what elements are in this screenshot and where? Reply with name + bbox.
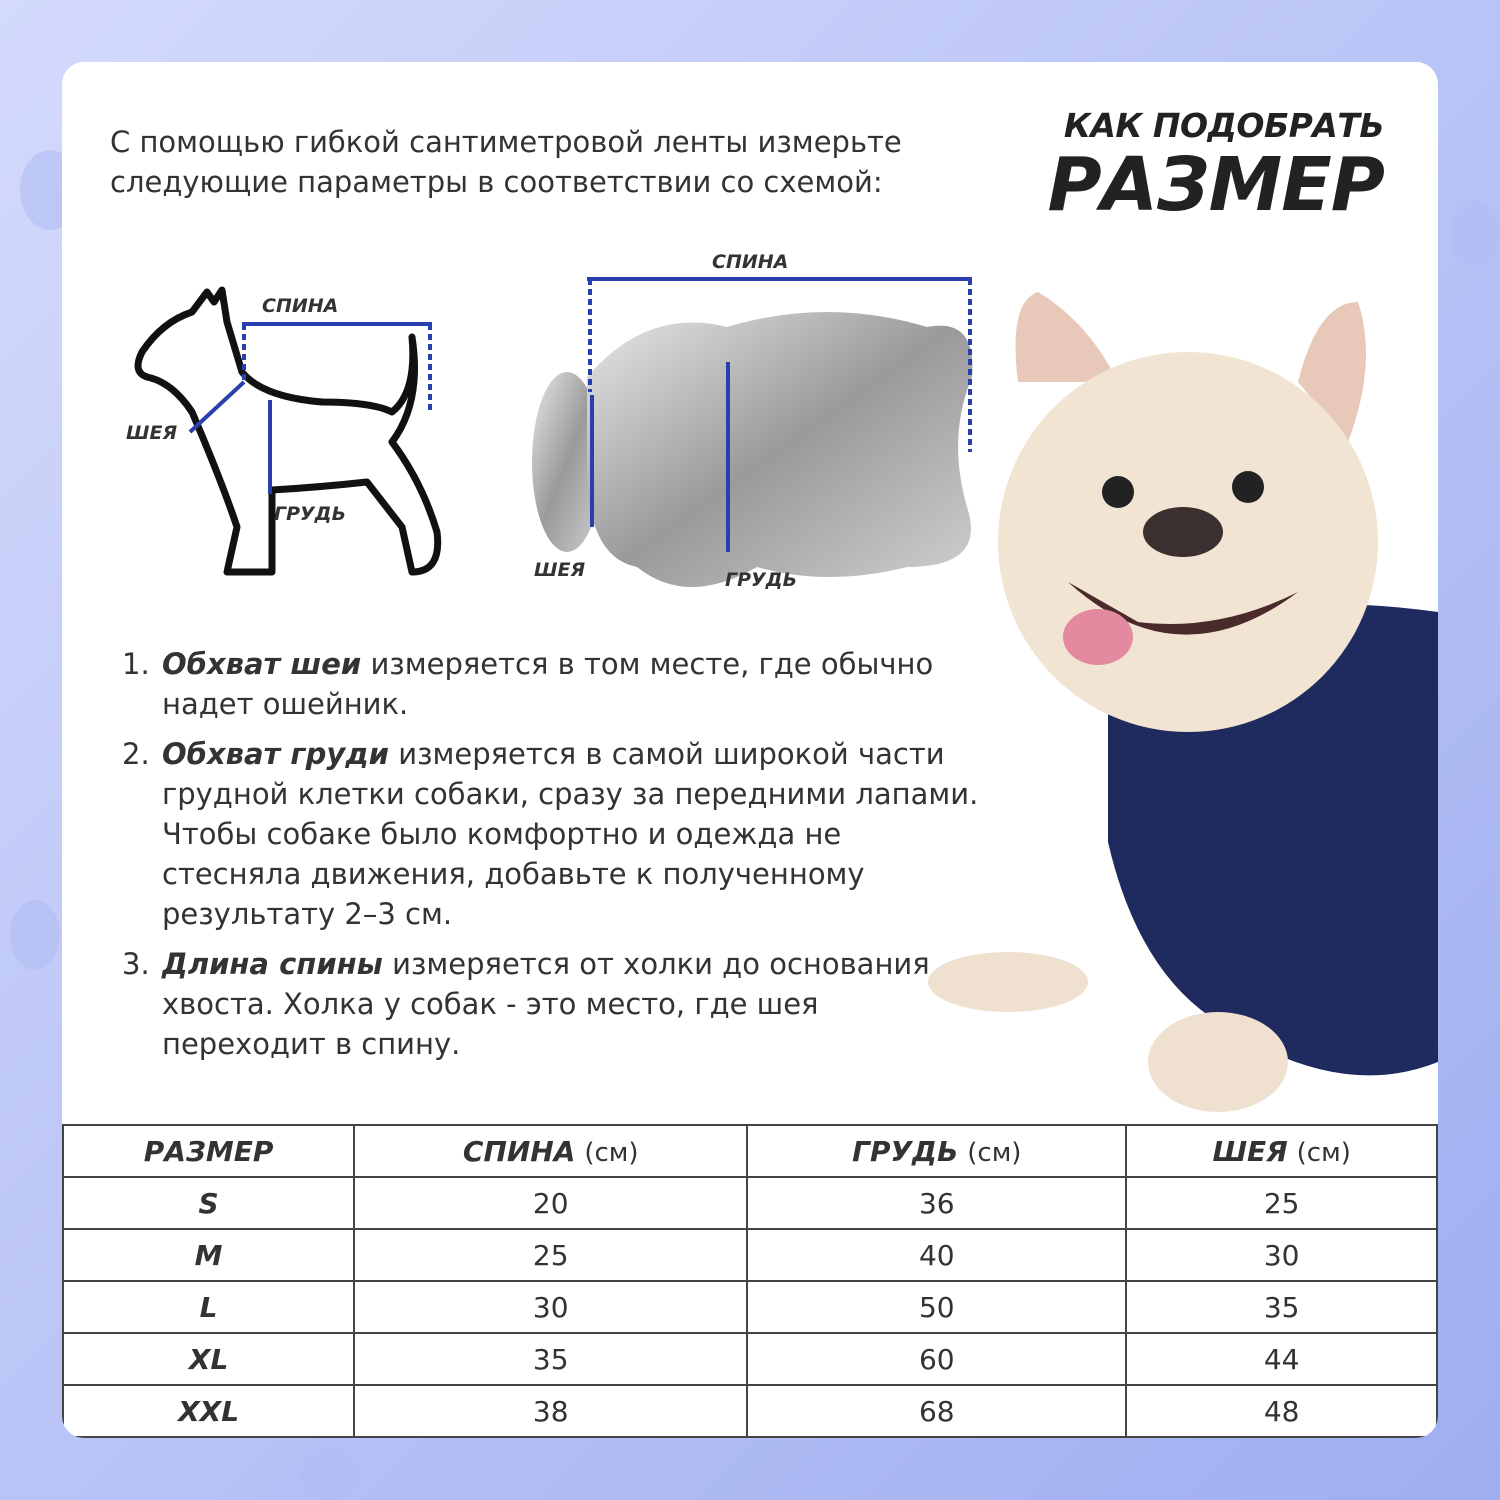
size-guide-card — [62, 62, 1438, 1438]
item-text: измеряется от холки до основания хвоста. Холка у собак - это место, где шея переходит в спину. — [162, 947, 930, 1061]
jacket-back-label: СПИНА — [712, 251, 789, 273]
title-line2: РАЗМЕР — [1047, 142, 1384, 228]
paw-decoration — [10, 900, 60, 970]
table-row — [63, 1229, 1437, 1281]
table-row — [63, 1177, 1437, 1229]
table-row — [63, 1281, 1437, 1333]
dog-neck-label: ШЕЯ — [126, 422, 178, 444]
cell-size: M — [63, 1229, 354, 1281]
page-title — [1047, 106, 1384, 228]
french-bulldog-photo — [918, 282, 1438, 1142]
cell-chest: 36 — [747, 1177, 1126, 1229]
cell-chest: 50 — [747, 1281, 1126, 1333]
instruction-item — [122, 734, 982, 934]
paw-decoration — [1450, 200, 1500, 270]
jacket-chest-label: ГРУДЬ — [725, 569, 798, 591]
header-size: РАЗМЕР — [63, 1125, 354, 1177]
cell-chest: 68 — [747, 1385, 1126, 1437]
item-text: измеряется в том месте, где обычно надет ошейник. — [162, 647, 934, 721]
cell-size: L — [63, 1281, 354, 1333]
instructions-list — [122, 644, 982, 1074]
table-header-row — [63, 1125, 1437, 1177]
cell-back: 35 — [354, 1333, 747, 1385]
cell-neck: 48 — [1126, 1385, 1437, 1437]
table-row — [63, 1333, 1437, 1385]
jacket-neck-label: ШЕЯ — [534, 559, 586, 581]
item-term: Обхват шеи — [162, 647, 362, 681]
intro-text: С помощью гибкой сантиметровой ленты измерьте следующие параметры в соответствии со схемой: — [110, 125, 902, 199]
cell-neck: 44 — [1126, 1333, 1437, 1385]
cell-size: XXL — [63, 1385, 354, 1437]
cell-neck: 35 — [1126, 1281, 1437, 1333]
size-table — [62, 1124, 1438, 1438]
cell-back: 30 — [354, 1281, 747, 1333]
cell-size: XL — [63, 1333, 354, 1385]
cell-chest: 40 — [747, 1229, 1126, 1281]
cell-chest: 60 — [747, 1333, 1126, 1385]
item-term: Длина спины — [162, 947, 383, 981]
cell-size: S — [63, 1177, 354, 1229]
cell-back: 20 — [354, 1177, 747, 1229]
paw-decoration — [300, 1450, 360, 1500]
table-row — [63, 1385, 1437, 1437]
cell-neck: 25 — [1126, 1177, 1437, 1229]
item-text: измеряется в самой широкой части грудной клетки собаки, сразу за передними лапами. Чтобы собаке было комфортно и одежда не стесняла движения, добавьте к полученному результату 2–3 см. — [162, 737, 979, 931]
header-chest: ГРУДЬ (см) — [747, 1125, 1126, 1177]
dog-back-label: СПИНА — [262, 295, 339, 317]
item-number: 1. — [122, 647, 150, 681]
cell-back: 38 — [354, 1385, 747, 1437]
header-neck: ШЕЯ (см) — [1126, 1125, 1437, 1177]
item-term: Обхват груди — [162, 737, 389, 771]
dog-chest-label: ГРУДЬ — [274, 503, 347, 525]
cell-neck: 30 — [1126, 1229, 1437, 1281]
title-line1: КАК ПОДОБРАТЬ — [1063, 106, 1384, 145]
header-back: СПИНА (см) — [354, 1125, 747, 1177]
instruction-item — [122, 644, 982, 724]
item-number: 3. — [122, 947, 150, 981]
instruction-item — [122, 944, 982, 1064]
cell-back: 25 — [354, 1229, 747, 1281]
item-number: 2. — [122, 737, 150, 771]
